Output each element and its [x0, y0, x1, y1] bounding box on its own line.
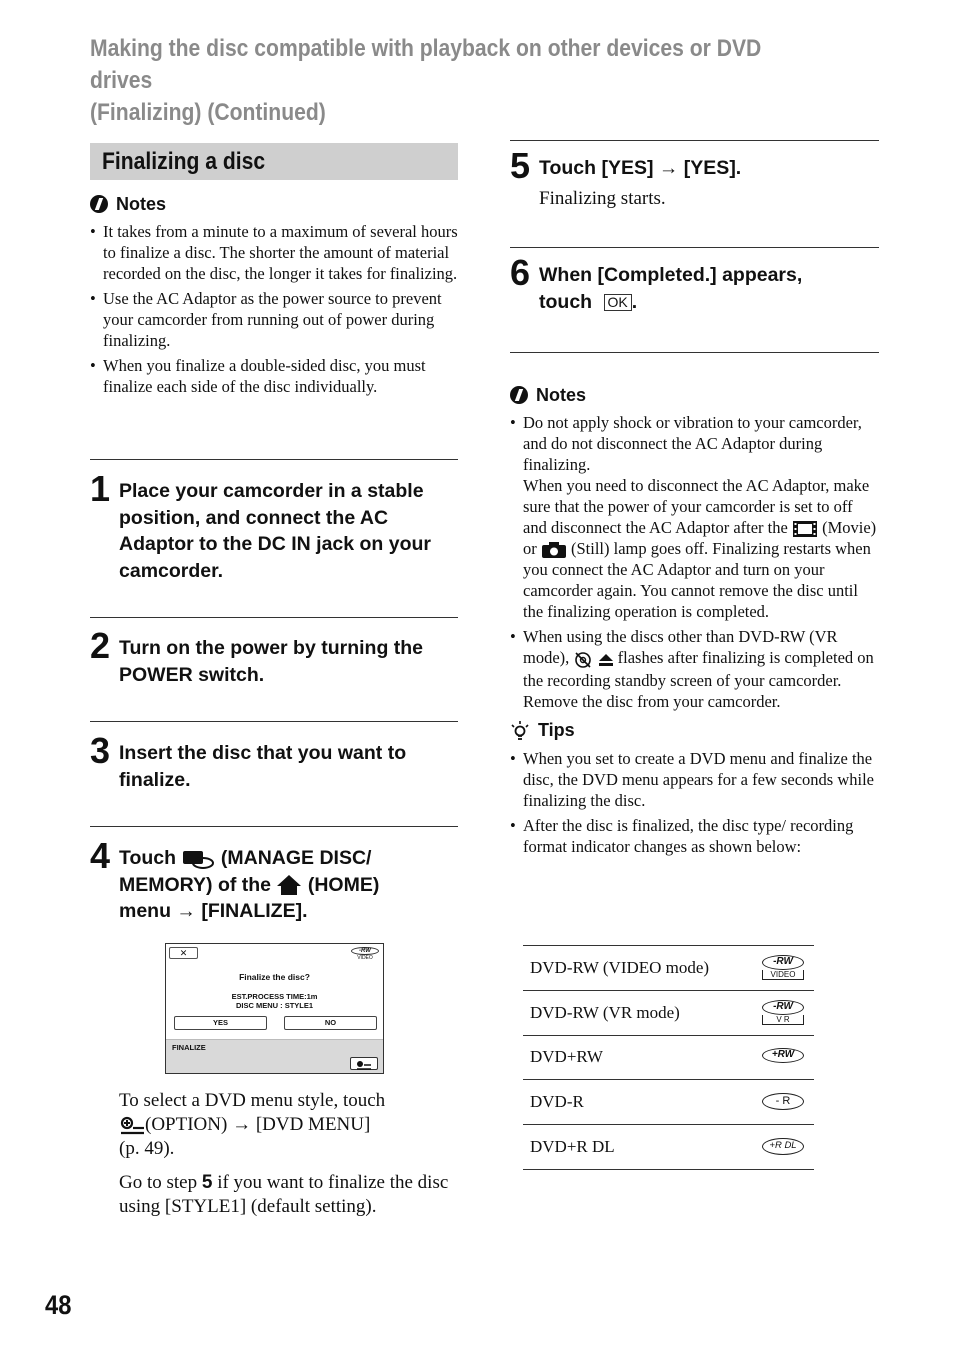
notes-label: Notes	[116, 193, 167, 214]
option-icon	[119, 1116, 145, 1136]
step-text: Touch [YES] → [YES].	[539, 157, 742, 179]
home-icon	[276, 874, 302, 896]
dvd-plus-r-dl-icon	[762, 1134, 804, 1160]
go-to-step-paragraph	[119, 1171, 459, 1219]
note2-part-b: flashes after finalizing is completed on the recording standby screen of your camcorder. Remove the disc from your camcorder.	[523, 648, 874, 711]
step-number: 6	[510, 252, 531, 293]
step-number: 4	[90, 835, 111, 876]
step-text	[119, 838, 379, 925]
close-icon: ✕	[169, 947, 198, 959]
note-item	[510, 412, 879, 622]
section-title: Finalizing a disc	[102, 148, 266, 175]
page-number: 48	[45, 1290, 72, 1320]
notes-list	[90, 221, 458, 397]
step-5	[510, 141, 879, 211]
step6-end: .	[631, 290, 638, 313]
header-line-1: Making the disc compatible with playback on other devices or DVD drives	[90, 35, 762, 94]
para2-c: if you want to finalize the disc using [STYLE1] (default setting).	[119, 1172, 449, 1217]
screen-no-button[interactable]: NO	[284, 1016, 377, 1030]
step-text: Insert the disc that you want to finalize.	[119, 742, 407, 791]
disc-warning-icon	[573, 650, 593, 670]
dvd-menu-paragraph	[119, 1089, 459, 1219]
notes-block	[510, 384, 879, 861]
step-text: Turn on the power by turning the POWER switch.	[119, 637, 424, 686]
tip-item: • When you set to create a DVD menu and finalize the disc, the DVD menu appears for a few seconds while finalizing the disc.	[510, 748, 879, 811]
disc-badge-sub: VIDEO	[357, 955, 373, 961]
step-1	[90, 461, 458, 584]
disc-type-label: DVD+R DL	[530, 1137, 615, 1157]
step-number: 1	[90, 468, 111, 509]
right-column	[510, 140, 879, 1157]
left-column	[90, 143, 458, 1217]
finalize-info	[166, 992, 383, 1010]
screen-footer-label: FINALIZE	[172, 1043, 206, 1052]
table-row	[523, 1080, 814, 1125]
step-4	[90, 828, 458, 925]
note-item	[510, 626, 879, 711]
tips-lightbulb-icon	[510, 720, 530, 742]
para2-step-ref: 5	[201, 1172, 213, 1193]
notes-heading	[510, 384, 879, 406]
notes-icon	[510, 386, 528, 404]
note2-part-a: When using the discs other than DVD-RW (VR mode),	[523, 627, 838, 668]
disc-badge-label: -RW	[762, 1000, 804, 1015]
table-row	[523, 991, 814, 1036]
notes-heading	[90, 193, 458, 215]
notes-icon	[90, 195, 108, 213]
note1-part-c: (Movie) or	[523, 518, 877, 559]
notes-list	[510, 412, 879, 712]
disc-type-label: DVD-R	[530, 1092, 584, 1112]
note1-part-d: (Still) lamp goes off. Finalizing restarts when you connect the AC Adaptor and turn on your camcorder again. You cannot remove the disc until the finalizing operation is completed.	[523, 539, 871, 622]
step4-memory: MEMORY) of the	[119, 873, 272, 896]
disc-badge-label: -RW	[762, 955, 804, 970]
tip-item: • After the disc is finalized, the disc type/ recording format indicator changes as shown below:	[510, 815, 879, 857]
step-divider	[90, 721, 458, 722]
para2-a: Go to step	[119, 1172, 198, 1193]
ok-button-icon: OK	[604, 294, 632, 311]
section-title-bar	[90, 143, 458, 180]
dvd-plus-rw-icon	[762, 1044, 804, 1070]
dvd-rw-video-icon	[762, 955, 804, 981]
note-item: • Use the AC Adaptor as the power source to prevent your camcorder from running out of power during finalizing.	[90, 288, 458, 351]
screen-footer	[166, 1039, 383, 1073]
step-number: 3	[90, 730, 111, 771]
disc-menu-style: DISC MENU : STYLE1	[235, 1001, 314, 1010]
tips-list	[510, 748, 879, 857]
manage-disc-icon	[181, 849, 215, 869]
step6-line1: When [Completed.] appears,	[539, 264, 803, 286]
disc-badge-sub: V R	[762, 1015, 804, 1025]
step-2	[90, 618, 458, 688]
camera-icon	[541, 541, 567, 559]
note1-part-a: • Do not apply shock or vibration to your camcorder, and do not disconnect the AC Adaptor during finalizing.	[523, 413, 862, 474]
step-text: Place your camcorder in a stable position, and connect the AC Adaptor to the DC IN jack on your camcorder.	[119, 480, 432, 582]
step4-manage: (MANAGE DISC/	[220, 847, 372, 869]
step4-menu: menu → [FINALIZE].	[119, 900, 308, 922]
tips-label: Tips	[538, 720, 575, 741]
disc-type-table	[523, 945, 814, 1170]
notes-block	[90, 193, 458, 397]
eject-icon	[598, 653, 614, 667]
table-row	[523, 1125, 814, 1170]
finalize-question: Finalize the disc?	[239, 972, 310, 982]
step4-home: (HOME)	[307, 873, 380, 896]
step6-touch: touch	[539, 290, 593, 313]
step-6	[510, 247, 879, 315]
disc-type-label: DVD-RW (VIDEO mode)	[530, 957, 710, 977]
disc-badge-icon	[351, 947, 379, 962]
note-item: • It takes from a minute to a maximum of several hours to finalize a disc. The shorter the amount of material recorded on the disc, the longer it takes for finalizing.	[90, 221, 458, 284]
disc-badge-sub: VIDEO	[762, 970, 804, 980]
disc-type-label: DVD-RW (VR mode)	[530, 1002, 680, 1022]
dvd-r-icon	[762, 1089, 804, 1115]
step-text	[539, 255, 802, 315]
finalize-screen-illustration	[165, 943, 384, 1074]
table-row	[523, 1036, 814, 1081]
note1-part-b: When you need to disconnect the AC Adaptor, make sure that the power of your camcorder is set to off and disconnect the AC Adaptor after the	[523, 476, 870, 537]
note-item: • When you finalize a double-sided disc, you must finalize each side of the disc individually.	[90, 355, 458, 397]
tips-heading	[510, 720, 879, 742]
disc-badge-label: +R DL	[762, 1138, 804, 1155]
step-divider	[510, 352, 879, 353]
step-subtext: Finalizing starts.	[539, 187, 666, 209]
dvd-rw-vr-icon	[762, 1000, 804, 1026]
step-number: 5	[510, 145, 531, 186]
table-row	[523, 946, 814, 991]
disc-badge-label: +RW	[762, 1048, 804, 1063]
disc-badge-label: - R	[762, 1093, 804, 1110]
page-header-title	[90, 33, 794, 129]
step-3	[90, 723, 458, 793]
para1-line1: To select a DVD menu style, touch	[119, 1090, 386, 1111]
para1-line2: (OPTION) → [DVD MENU]	[145, 1114, 371, 1135]
step-number: 2	[90, 625, 111, 666]
screen-yes-button[interactable]: YES	[174, 1016, 267, 1030]
notes-label: Notes	[536, 384, 587, 405]
step4-touch: Touch	[119, 847, 177, 869]
disc-badge-label: -RW	[351, 947, 379, 955]
step-divider	[90, 826, 458, 827]
para1-line3: (p. 49).	[119, 1138, 175, 1159]
disc-type-label: DVD+RW	[530, 1047, 603, 1067]
est-process-time: EST.PROCESS TIME:1m	[231, 992, 318, 1001]
movie-icon	[792, 520, 818, 538]
header-line-2: (Finalizing) (Continued)	[90, 99, 326, 126]
step-divider	[90, 459, 458, 460]
option-icon[interactable]	[350, 1057, 378, 1070]
